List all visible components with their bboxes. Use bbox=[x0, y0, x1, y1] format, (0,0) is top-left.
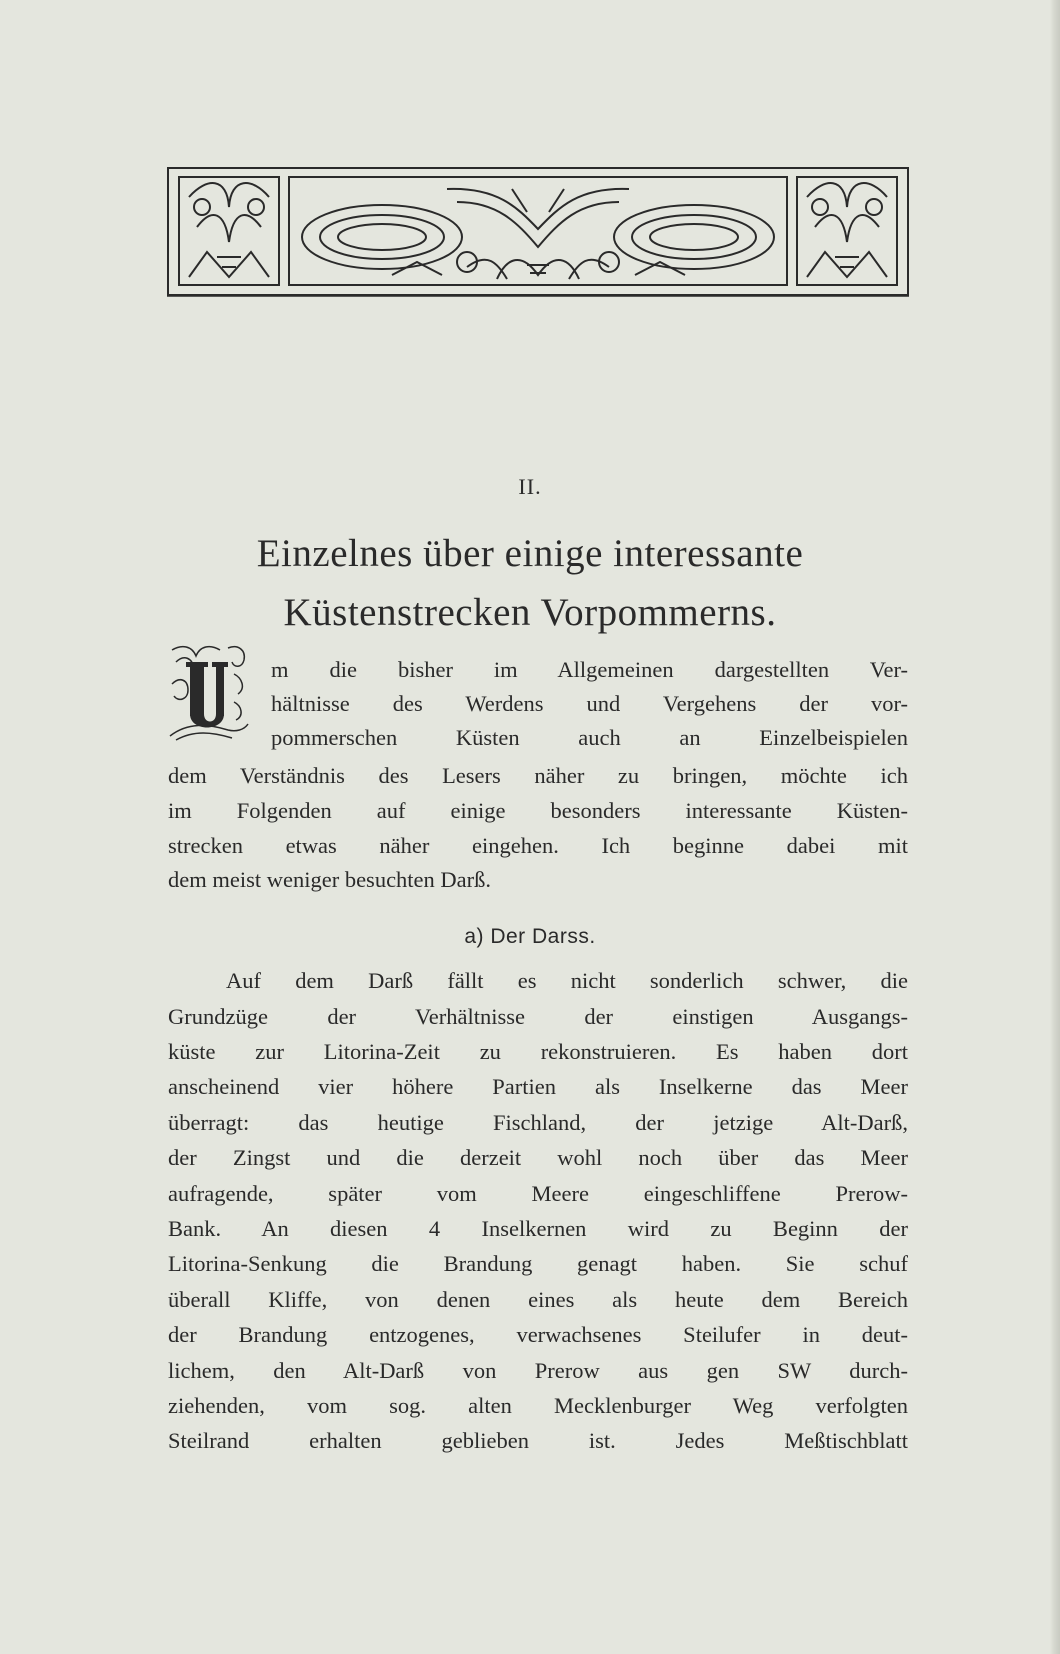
body-line: Litorina-Senkung die Brandung genagt haben. Sie schuf bbox=[168, 1251, 908, 1276]
body-line: lichem, den Alt-Darß von Prerow aus gen SW durch- bbox=[168, 1358, 908, 1383]
intro-line: strecken etwas näher eingehen. Ich beginne dabei mit bbox=[168, 833, 908, 858]
intro-line: pommerschen Küsten auch an Einzelbeispielen bbox=[271, 725, 908, 750]
body-line: Bank. An diesen 4 Inselkernen wird zu Beginn der bbox=[168, 1216, 908, 1241]
body-line: ziehenden, vom sog. alten Mecklenburger Weg verfolgten bbox=[168, 1393, 908, 1418]
drop-initial bbox=[168, 644, 250, 742]
page-edge bbox=[1050, 0, 1060, 1654]
body-line: aufragende, später vom Meere eingeschliffene Prerow- bbox=[168, 1181, 908, 1206]
section-heading: a) Der Darss. bbox=[464, 925, 596, 948]
chapter-number: II. bbox=[518, 474, 542, 499]
ornamental-headpiece bbox=[167, 167, 909, 297]
body-line: Grundzüge der Verhältnisse der einstigen Ausgangs- bbox=[168, 1004, 908, 1029]
body-line: anscheinend vier höhere Partien als Inselkerne das Meer bbox=[168, 1074, 908, 1099]
body-line: küste zur Litorina-Zeit zu rekonstruieren. Es haben dort bbox=[168, 1039, 908, 1064]
body-line: überragt: das heutige Fischland, der jetzige Alt-Darß, bbox=[168, 1110, 908, 1135]
chapter-title-line-1: Einzelnes über einige interessante bbox=[256, 532, 804, 575]
chapter-title-line-2: Küstenstrecken Vorpommerns. bbox=[283, 591, 777, 634]
intro-line: im Folgenden auf einige besonders interessante Küsten- bbox=[168, 798, 908, 823]
intro-line: hältnisse des Werdens und Vergehens der vor- bbox=[271, 691, 908, 716]
body-line: der Zingst und die derzeit wohl noch über das Meer bbox=[168, 1145, 908, 1170]
intro-line: dem Verständnis des Lesers näher zu bringen, möchte ich bbox=[168, 763, 908, 788]
intro-line: dem meist weniger besuchten Darß. bbox=[168, 867, 492, 892]
body-line: Auf dem Darß fällt es nicht sonderlich schwer, die bbox=[226, 968, 908, 993]
body-line: überall Kliffe, von denen eines als heute dem Bereich bbox=[168, 1287, 908, 1312]
intro-line: m die bisher im Allgemeinen dargestellten Ver- bbox=[271, 657, 908, 682]
body-line: der Brandung entzogenes, verwachsenes Steilufer in deut- bbox=[168, 1322, 908, 1347]
body-line: Steilrand erhalten geblieben ist. Jedes Meßtischblatt bbox=[168, 1428, 908, 1453]
